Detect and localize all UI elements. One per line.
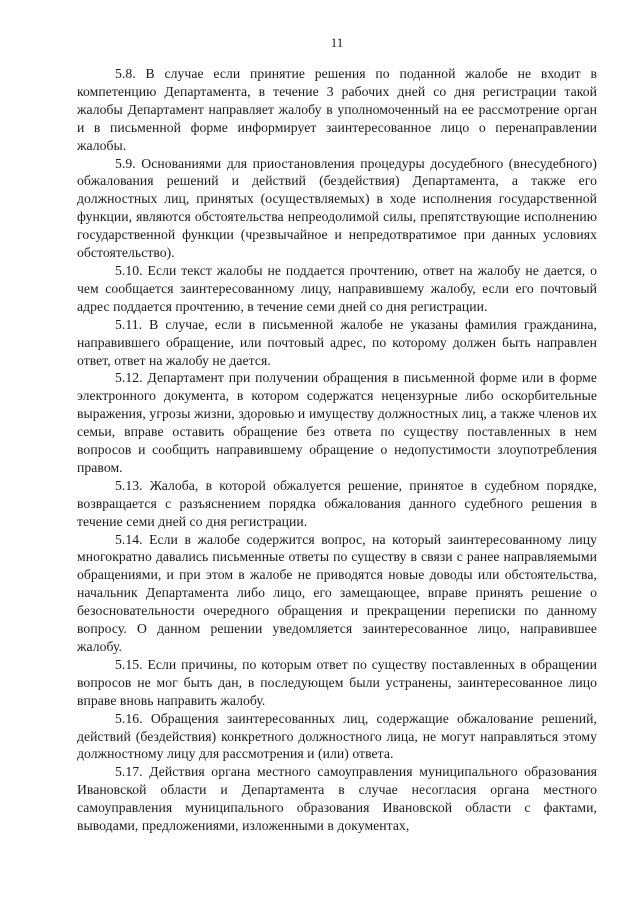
paragraph-5-16: 5.16. Обращения заинтересованных лиц, содержащие обжалование решений, действий (бездействия) конкретного должностного лица, не могут направляться этому должностному лицу для рассмотрения и (или) ответа.	[77, 710, 597, 762]
paragraph-5-15: 5.15. Если причины, по которым ответ по существу поставленных в обращении вопросов не мог быть дан, в последующем были устранены, заинтересованное лицо вправе вновь направить жалобу.	[77, 656, 597, 708]
paragraph-5-11: 5.11. В случае, если в письменной жалобе не указаны фамилия гражданина, направившего обращение, или почтовый адрес, по которому должен быть направлен ответ, ответ на жалобу не дается.	[77, 316, 597, 368]
paragraph-5-12: 5.12. Департамент при получении обращения в письменной форме или в форме электронного документа, в котором содержатся нецензурные либо оскорбительные выражения, угрозы жизни, здоровью и имуществу должностных лиц, а также членов их семьи, вправе оставить обращение без ответа по существу поставленных в нем вопросов и сообщить направившему обращение о недопустимости злоупотребления правом.	[77, 370, 597, 475]
paragraph-5-14: 5.14. Если в жалобе содержится вопрос, на который заинтересованному лицу многократно давались письменные ответы по существу в связи с ранее направляемыми обращениями, и при этом в жалобе не приводятся новые доводы или обстоятельства, начальник Департамента либо лицо, его замещающее, вправе принять решение о безосновательности очередного обращения и прекращении переписки по данному вопросу. О данном решении уведомляется заинтересованное лицо, направившее жалобу.	[77, 531, 597, 654]
page-number: 11	[330, 35, 344, 50]
paragraph-5-8: 5.8. В случае если принятие решения по поданной жалобе не входит в компетенцию Департамента, в течение 3 рабочих дней со дня регистрации такой жалобы Департамент направляет жалобу в уполномоченный на ее рассмотрение орган и в письменной форме информирует заинтересованное лицо о перенаправлении жалобы.	[77, 66, 597, 153]
document-page	[77, 34, 597, 835]
paragraph-5-13: 5.13. Жалоба, в которой обжалуется решение, принятое в судебном порядке, возвращается с разъяснением порядка обжалования данного судебного решения в течение семи дней со дня регистрации.	[77, 477, 597, 529]
paragraph-5-10: 5.10. Если текст жалобы не поддается прочтению, ответ на жалобу не дается, о чем сообщается заинтересованному лицу, направившему жалобу, если его почтовый адрес поддается прочтению, в течение семи дней со дня регистрации.	[77, 262, 597, 314]
paragraph-5-9: 5.9. Основаниями для приостановления процедуры досудебного (внесудебного) обжалования решений и действий (бездействия) Департамента, а также его должностных лиц, принятых (осуществляемых) в ходе исполнения государственной функции, являются обстоятельства непреодолимой силы, препятствующие исполнению государственной функции (чрезвычайное и непредотвратимое при данных условиях обстоятельство).	[77, 155, 597, 261]
paragraph-5-17: 5.17. Действия органа местного самоуправления муниципального образования Ивановской области и Департамента в случае несогласия органа местного самоуправления муниципального образования Ивановской области с фактами, выводами, предложениями, изложенными в документах,	[77, 764, 597, 834]
